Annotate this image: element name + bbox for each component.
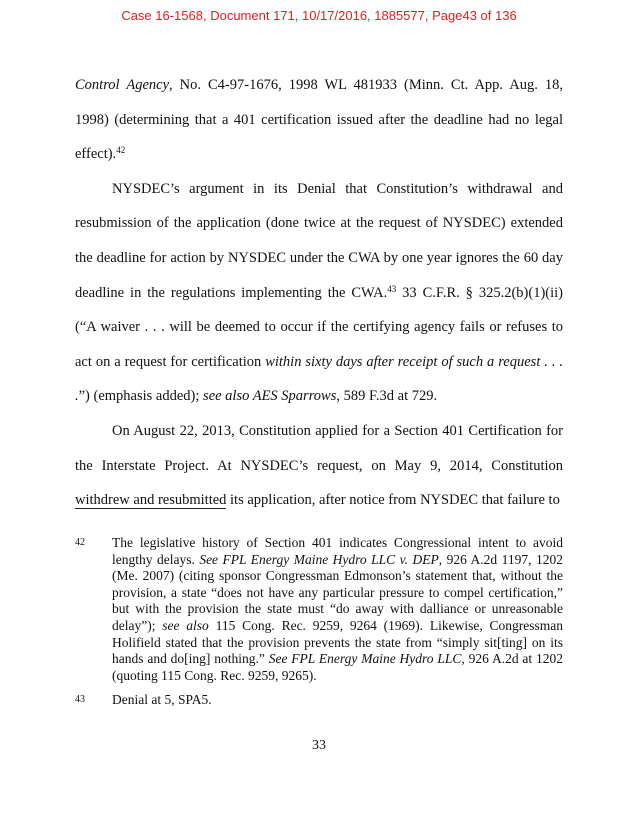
see-also-cite: see also AES Sparrows: [203, 388, 337, 405]
paragraph-3: On August 22, 2013, Constitution applied for a Section 401 Certification for the Interstate Project. At NYSDEC’s request, on May 9, 2014, Constitution withdrew and resubmitted its application, after notice from NYSDEC that failure to: [75, 422, 563, 509]
paragraph-2: [75, 172, 563, 414]
case-name: Control Agency: [75, 77, 170, 93]
page-number: 33: [312, 738, 326, 753]
case-header: Case 16-1568, Document 171, 10/17/2016, 1885577, Page43 of 136: [121, 8, 517, 23]
footnote-43-text: Denial at 5, SPA5.: [112, 692, 212, 707]
fn42-text-3: 115 Cong. Rec. 9259, 9264 (1969). Likewise, Congressman Holifield stated that the provision prevents the state from “simply sit[ting] on its hands and do[ing] nothing.”: [112, 617, 563, 667]
citation-text: , No. C4-97-1676, 1998 WL 481933 (Minn. Ct. App. Aug. 18, 1998) (determining that a 401 certification issued after the deadline had no legal effect).: [75, 77, 563, 163]
paragraph-2-text-a: NYSDEC’s argument in its Denial that Constitution’s withdrawal and resubmission of the application (done twice at the request of NYSDEC) extended the deadline for action by NYSDEC under the CWA by one year ignores the 60 day deadline in the regulations implementing the CWA.: [75, 180, 563, 301]
emphasized-quote: within sixty days after receipt of such a request . . . .: [75, 353, 563, 405]
paragraph-2-text-b: 33 C.F.R. § 325.2(b)(1)(ii) (“A waiver . . . will be deemed to occur if the certifying agency fails or refuses to act on a request for certification: [75, 284, 564, 370]
paragraph-2-text-c: ”) (emphasis added);: [78, 388, 204, 405]
fn42-text-4: , 926 A.2d at 1202 (quoting 115 Cong. Rec. 9259, 9265).: [112, 651, 563, 683]
footnote-number: 43: [75, 694, 85, 705]
fn42-cite-1: See FPL Energy Maine Hydro LLC v. DEP: [199, 551, 439, 567]
footnote-divider: [75, 508, 226, 509]
fn42-see-also: see also: [162, 617, 209, 633]
fn42-text-1: The legislative history of Section 401 indicates Congressional intent to avoid lengthy delays.: [112, 535, 563, 567]
body-text: [75, 68, 563, 518]
footnote-ref-42[interactable]: 42: [116, 145, 126, 156]
footnote-ref-43[interactable]: 43: [387, 283, 397, 294]
footnote-42-text: [112, 535, 563, 684]
paragraph-2-text-d: , 589 F.3d at 729.: [336, 388, 438, 405]
footnote-43: [75, 692, 563, 709]
paragraph-1: [75, 68, 563, 172]
fn42-cite-2: See FPL Energy Maine Hydro LLC: [268, 651, 462, 667]
footnote-42: [75, 535, 563, 684]
fn42-text-2: , 926 A.2d 1197, 1202 (Me. 2007) (citing sponsor Congressman Edmonson’s statement that, without the provision, a state “does not have any particular pressure to compel certification,” but with the provision the state must “do away with dalliance or unreasonable delay”);: [112, 551, 563, 633]
footnote-number: 42: [75, 537, 85, 548]
